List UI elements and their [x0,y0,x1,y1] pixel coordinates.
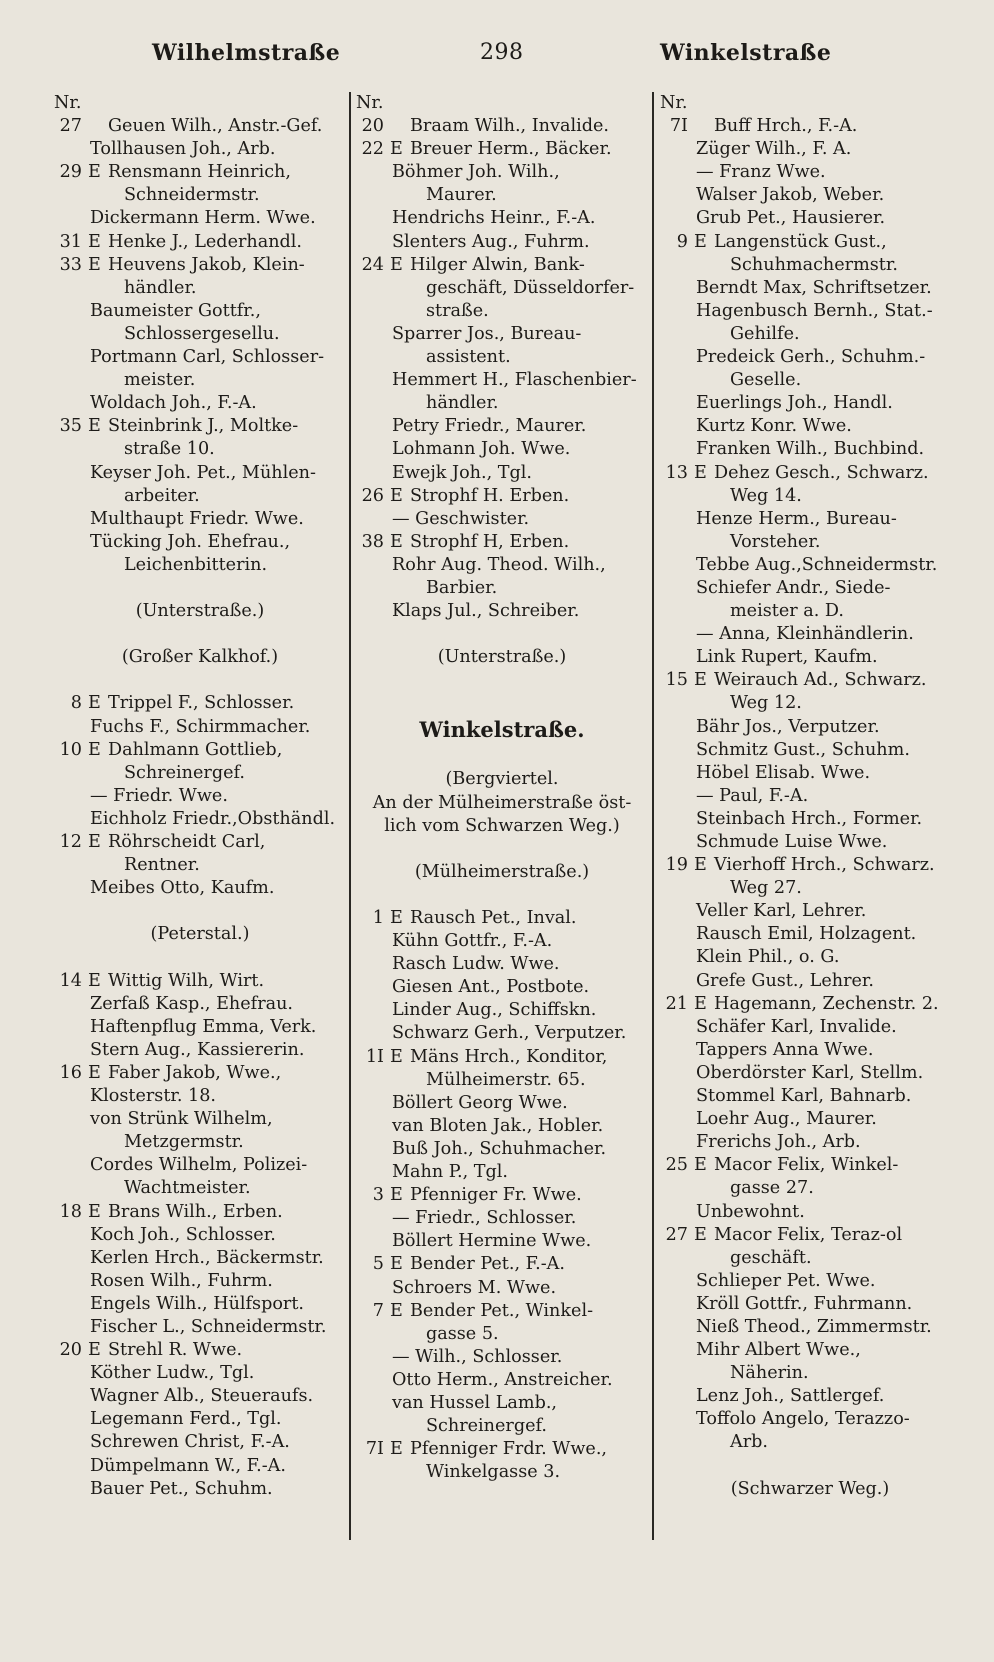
entry-continuation: Weg 12. [730,693,802,714]
resident-entry: Köther Ludw., Tgl. [90,1363,255,1384]
house-entry [356,531,648,554]
house-entry [660,1154,960,1177]
resident-entry: Tappers Anna Wwe. [696,1039,874,1060]
column-heading: Nr. [54,93,82,113]
entry-continuation: Winkelgasse 3. [426,1462,561,1483]
resident-name: Pfenniger Frdr. Wwe., [410,1439,608,1460]
resident-name: Hilger Alwin, Bank- [410,254,585,275]
resident-entry: Haftenpflug Emma, Verk. [90,1016,317,1037]
section-heading: An der Mülheimerstraße öst- [372,792,632,813]
resident-entry: Fuchs F., Schirmmacher. [90,716,311,737]
resident-entry: Kurtz Konr. Wwe. [696,416,852,437]
resident-name: Breuer Herm., Bäcker. [410,139,612,160]
house-entry [356,907,648,930]
resident-entry: Frerichs Joh., Arb. [696,1132,861,1153]
owner-mark: E [390,485,403,506]
resident-entry: Tücking Joh. Ehefrau., [90,531,291,552]
entry-continuation: meister a. D. [730,601,844,622]
section-heading: (Mülheimerstraße.) [414,861,590,882]
spacer [356,884,648,907]
resident-entry: Slenters Aug., Fuhrm. [392,231,590,252]
owner-mark: E [88,1340,101,1361]
house-number: 7I [669,116,688,137]
page-number: 298 [480,40,524,65]
resident-entry: — Friedr. Wwe. [90,785,228,806]
house-number: 14 [59,970,82,991]
house-number: 10 [59,739,82,760]
resident-entry: Schrewen Christ, F.-A. [90,1432,290,1453]
column-1 [54,92,346,1501]
resident-entry: Woldach Joh., F.-A. [90,393,257,414]
house-number: 20 [59,1340,82,1361]
resident-name: Dahlmann Gottlieb, [108,739,283,760]
house-entry [356,1046,648,1069]
house-number: 20 [361,116,384,137]
spacer [356,838,648,861]
resident-entry: Steinbach Hrch., Former. [696,808,923,829]
house-number: 27 [665,1224,688,1245]
spacer [356,623,648,646]
resident-name: Faber Jakob, Wwe., [108,1062,282,1083]
resident-entry: Mihr Albert Wwe., [696,1340,861,1361]
house-number: 5 [372,1254,384,1275]
resident-entry: Rohr Aug. Theod. Wilh., [392,554,606,575]
house-number: 21 [665,993,688,1014]
column-2 [356,92,648,1484]
resident-entry: Nieß Theod., Zimmermstr. [696,1316,932,1337]
house-entry [54,970,346,993]
resident-entry: Schmude Luise Wwe. [696,832,888,852]
house-entry [54,692,346,715]
resident-name: Braam Wilh., Invalide. [410,116,609,137]
house-entry [54,115,346,138]
house-entry [54,739,346,762]
resident-entry: Cordes Wilhelm, Polizei- [90,1155,308,1176]
house-entry [54,161,346,184]
entry-continuation: Metzgermstr. [124,1132,244,1153]
entry-continuation: straße. [426,300,489,321]
resident-entry: — Franz Wwe. [696,162,826,183]
spacer [54,577,346,600]
resident-name: Bender Pet., Winkel- [410,1300,594,1321]
entry-continuation: Leichenbitterin. [124,554,268,575]
resident-entry: Schlieper Pet. Wwe. [696,1270,876,1291]
section-heading: (Peterstal.) [150,924,250,945]
resident-name: Strophf H. Erben. [410,485,570,506]
house-number: 8 [70,693,82,714]
page-header [0,40,994,76]
house-entry [356,1253,648,1276]
resident-entry: Bähr Jos., Verputzer. [696,716,880,737]
header-right-street: Winkelstraße [660,40,832,66]
resident-name: Trippel F., Schlosser. [108,693,295,714]
resident-name: Henke J., Lederhandl. [108,231,303,252]
resident-entry: Linder Aug., Schiffskn. [392,1000,597,1021]
resident-name: Macor Felix, Winkel- [714,1155,899,1176]
house-number: 1I [365,1046,384,1067]
house-number: 38 [361,531,384,552]
owner-mark: E [694,462,707,483]
resident-entry: Keyser Joh. Pet., Mühlen- [90,462,316,483]
spacer [356,745,648,768]
resident-entry: Franken Wilh., Buchbind. [696,439,925,460]
entry-continuation: gasse 27. [730,1178,814,1199]
entry-continuation: Schneidermstr. [124,185,260,206]
resident-entry: Schroers M. Wwe. [392,1277,557,1298]
entry-continuation: Wachtmeister. [124,1178,251,1199]
section-heading: (Schwarzer Weg.) [730,1478,890,1499]
resident-entry: Schwarz Gerh., Verputzer. [392,1023,627,1044]
house-entry [660,231,960,254]
entry-continuation: Schreinergef. [426,1416,547,1437]
resident-entry: — Friedr., Schlosser. [392,1208,577,1229]
column-heading: Nr. [660,93,688,113]
resident-entry: Petry Friedr., Maurer. [392,416,587,437]
house-entry [356,485,648,508]
owner-mark: E [390,1254,403,1275]
spacer [356,669,648,715]
house-entry [54,1201,346,1224]
entry-continuation: Barbier. [426,577,498,598]
resident-entry: von Strünk Wilhelm, [90,1109,273,1130]
resident-name: Strehl R. Wwe. [108,1340,243,1361]
owner-mark: E [694,1155,707,1176]
resident-entry: Grefe Gust., Lehrer. [696,970,874,991]
entry-continuation: geschäft, Düsseldorfer- [426,277,635,298]
resident-name: Rensmann Heinrich, [108,162,291,183]
resident-entry: Kühn Gottfr., F.-A. [392,931,553,952]
entry-continuation: Vorsteher. [730,531,821,552]
entry-continuation: straße 10. [124,439,215,460]
house-number: 33 [59,254,82,275]
resident-entry: Baumeister Gottfr., [90,300,261,321]
resident-name: Buff Hrch., F.-A. [714,116,858,137]
house-entry [54,831,346,854]
resident-entry: — Geschwister. [392,508,530,529]
resident-entry: — Anna, Kleinhändlerin. [696,624,914,645]
owner-mark: E [88,254,101,275]
column-heading: Nr. [356,93,384,113]
house-entry [356,1184,648,1207]
house-number: 15 [665,670,688,691]
entry-continuation: Weg 27. [730,878,802,899]
resident-entry: van Bloten Jak., Hobler. [392,1115,604,1136]
owner-mark: E [88,1062,101,1083]
owner-mark: E [390,1185,403,1206]
house-number: 35 [59,416,82,437]
resident-entry: Predeick Gerh., Schuhm.- [696,347,926,368]
resident-entry: Zerfaß Kasp., Ehefrau. [90,993,294,1014]
resident-entry: van Hussel Lamb., [392,1392,558,1413]
entry-continuation: arbeiter. [124,485,200,506]
entry-continuation: Schuhmachermstr. [730,254,898,275]
resident-entry: Grub Pet., Hausierer. [696,208,886,229]
house-number: 13 [665,462,688,483]
house-number: 18 [59,1201,82,1222]
house-number: 9 [676,231,688,252]
house-entry [54,1339,346,1362]
owner-mark: E [88,416,101,437]
house-entry [54,231,346,254]
resident-entry: Wagner Alb., Steueraufs. [90,1386,314,1407]
resident-entry: Stern Aug., Kassiererin. [90,1039,305,1060]
house-number: 16 [59,1062,82,1083]
resident-entry: Tollhausen Joh., Arb. [90,139,276,160]
house-entry [660,854,960,877]
resident-name: Weirauch Ad., Schwarz. [714,670,927,691]
house-entry [54,415,346,438]
entry-continuation: assistent. [426,347,511,368]
resident-entry: Loehr Aug., Maurer. [696,1109,877,1130]
resident-entry: Henze Herm., Bureau- [696,508,897,529]
resident-entry: Tebbe Aug.,Schneidermstr. [696,554,938,575]
resident-entry: Fischer L., Schneidermstr. [90,1316,327,1337]
resident-name: Brans Wilh., Erben. [108,1201,283,1222]
resident-entry: Buß Joh., Schuhmacher. [392,1138,607,1159]
house-number: 26 [361,485,384,506]
resident-entry: Dickermann Herm. Wwe. [90,208,316,229]
resident-entry: Hemmert H., Flaschenbier- [392,370,637,391]
owner-mark: E [88,970,101,991]
section-heading: (Großer Kalkhof.) [121,647,279,668]
resident-entry: Sparrer Jos., Bureau- [392,323,582,344]
resident-entry: Bauer Pet., Schuhm. [90,1478,273,1499]
entry-continuation: händler. [124,277,197,298]
resident-entry: Kröll Gottfr., Fuhrmann. [696,1293,913,1314]
resident-name: Strophf H, Erben. [410,531,570,552]
resident-entry: Link Rupert, Kaufm. [696,647,878,668]
entry-continuation: geschäft. [730,1247,812,1268]
house-entry [660,115,960,138]
resident-entry: Schmitz Gust., Schuhm. [696,739,910,760]
resident-entry: Giesen Ant., Postbote. [392,977,590,998]
owner-mark: E [390,1046,403,1067]
house-entry [660,993,960,1016]
house-number: 12 [59,832,82,852]
entry-continuation: Maurer. [426,185,497,206]
resident-entry: Klein Phil., o. G. [696,947,840,968]
resident-name: Mäns Hrch., Konditor, [410,1046,608,1067]
entry-continuation: Gehilfe. [730,323,800,344]
spacer [54,900,346,923]
resident-entry: Böllert Georg Wwe. [392,1092,568,1113]
owner-mark: E [694,993,707,1014]
resident-name: Pfenniger Fr. Wwe. [410,1185,582,1206]
resident-entry: — Paul, F.-A. [696,785,809,806]
owner-mark: E [88,162,101,183]
house-entry [54,1062,346,1085]
house-number: 7 [372,1300,384,1321]
entry-continuation: Geselle. [730,370,802,391]
resident-entry: Ewejk Joh., Tgl. [392,462,532,483]
owner-mark: E [694,231,707,252]
house-entry [660,462,960,485]
owner-mark: E [390,1300,403,1321]
owner-mark: E [88,231,101,252]
street-title: Winkelstraße. [419,717,585,743]
resident-entry: Schiefer Andr., Siede- [696,577,891,598]
entry-continuation: Näherin. [730,1363,809,1384]
resident-entry: Schäfer Karl, Invalide. [696,1016,897,1037]
section-heading: lich vom Schwarzen Weg.) [384,815,620,836]
resident-entry: Berndt Max, Schriftsetzer. [696,277,932,298]
section-heading: (Unterstraße.) [437,647,567,668]
resident-entry: Rasch Ludw. Wwe. [392,954,560,975]
resident-entry: Klaps Jul., Schreiber. [392,601,580,622]
resident-entry: Otto Herm., Anstreicher. [392,1369,613,1390]
resident-entry: Höbel Elisab. Wwe. [696,762,871,783]
resident-entry: Koch Joh., Schlosser. [90,1224,276,1245]
resident-entry: Meibes Otto, Kaufm. [90,878,275,899]
resident-entry: Portmann Carl, Schlosser- [90,347,325,368]
house-entry [660,1224,960,1247]
owner-mark: E [88,739,101,760]
entry-continuation: gasse 5. [426,1323,499,1344]
house-number: 25 [665,1155,688,1176]
resident-entry: Rausch Emil, Holzagent. [696,924,917,945]
resident-entry: — Wilh., Schlosser. [392,1346,563,1367]
entry-continuation: Arb. [730,1432,768,1453]
resident-name: Hagemann, Zechenstr. 2. [714,993,939,1014]
spacer [54,669,346,692]
column-divider [652,92,654,1540]
resident-entry: Züger Wilh., F. A. [696,139,852,160]
resident-entry: Multhaupt Friedr. Wwe. [90,508,304,529]
owner-mark: E [390,139,403,160]
resident-entry: Böhmer Joh. Wilh., [392,162,560,183]
house-entry [356,254,648,277]
resident-name: Geuen Wilh., Anstr.-Gef. [108,116,323,137]
spacer [54,946,346,969]
resident-entry: Walser Jakob, Weber. [696,185,885,206]
resident-entry: Eichholz Friedr.,Obsthändl. [90,808,336,829]
house-number: 27 [59,116,82,137]
house-number: 24 [361,254,384,275]
house-number: 31 [59,231,82,252]
house-number: 1 [372,908,384,928]
section-heading: (Bergviertel. [445,769,559,790]
header-left-street: Wilhelmstraße [152,40,341,66]
resident-entry: Mahn P., Tgl. [392,1162,509,1183]
house-number: 29 [59,162,82,183]
house-number: 3 [372,1185,384,1206]
resident-name: Langenstück Gust., [714,231,887,252]
resident-entry: Veller Karl, Lehrer. [696,901,867,922]
resident-name: Dehez Gesch., Schwarz. [714,462,929,483]
resident-entry: Toffolo Angelo, Terazzo- [696,1409,910,1430]
resident-entry: Unbewohnt. [696,1201,805,1222]
house-entry [660,669,960,692]
entry-continuation: Schlossergesellu. [124,323,280,344]
resident-entry: Lenz Joh., Sattlergef. [696,1386,885,1407]
resident-entry: Lohmann Joh. Wwe. [392,439,571,460]
resident-entry: Klosterstr. 18. [90,1086,217,1107]
resident-entry: Böllert Hermine Wwe. [392,1231,592,1252]
entry-continuation: Weg 14. [730,485,802,506]
resident-name: Bender Pet., F.-A. [410,1254,565,1275]
owner-mark: E [694,670,707,691]
owner-mark: E [88,1201,101,1222]
column-divider [349,92,351,1540]
house-entry [356,115,648,138]
resident-entry: Euerlings Joh., Handl. [696,393,893,414]
resident-name: Steinbrink J., Moltke- [108,416,299,437]
resident-entry: Kerlen Hrch., Bäckermstr. [90,1247,324,1268]
owner-mark: E [694,1224,707,1245]
resident-entry: Hagenbusch Bernh., Stat.- [696,300,933,321]
section-heading: (Unterstraße.) [135,601,265,622]
house-number: 22 [361,139,384,160]
entry-continuation: Schreinergef. [124,762,245,783]
owner-mark: E [88,832,101,852]
house-number: 7I [365,1439,384,1460]
column-3 [660,92,960,1501]
owner-mark: E [390,908,403,928]
entry-continuation: händler. [426,393,499,414]
resident-entry: Rosen Wilh., Fuhrm. [90,1270,273,1291]
resident-entry: Dümpelmann W., F.-A. [90,1455,286,1476]
entry-continuation: meister. [124,370,196,391]
owner-mark: E [390,531,403,552]
house-entry [356,1300,648,1323]
resident-entry: Engels Wilh., Hülfsport. [90,1293,305,1314]
owner-mark: E [390,1439,403,1460]
resident-name: Rausch Pet., Inval. [410,908,577,928]
resident-entry: Hendrichs Heinr., F.-A. [392,208,596,229]
resident-name: Röhrscheidt Carl, [108,832,266,852]
house-number: 19 [665,855,688,876]
resident-entry: Legemann Ferd., Tgl. [90,1409,282,1430]
resident-entry: Stommel Karl, Bahnarb. [696,1086,912,1107]
resident-name: Wittig Wilh, Wirt. [108,970,265,991]
resident-name: Macor Felix, Teraz-ol [714,1224,903,1245]
entry-continuation: Rentner. [124,855,200,876]
resident-name: Heuvens Jakob, Klein- [108,254,305,275]
owner-mark: E [390,254,403,275]
house-entry [356,1438,648,1461]
owner-mark: E [88,693,101,714]
spacer [54,623,346,646]
resident-name: Vierhoff Hrch., Schwarz. [714,855,935,876]
house-entry [356,138,648,161]
owner-mark: E [694,855,707,876]
house-entry [54,254,346,277]
spacer [660,1455,960,1478]
entry-continuation: Mülheimerstr. 65. [426,1069,586,1090]
resident-entry: Oberdörster Karl, Stellm. [696,1062,924,1083]
